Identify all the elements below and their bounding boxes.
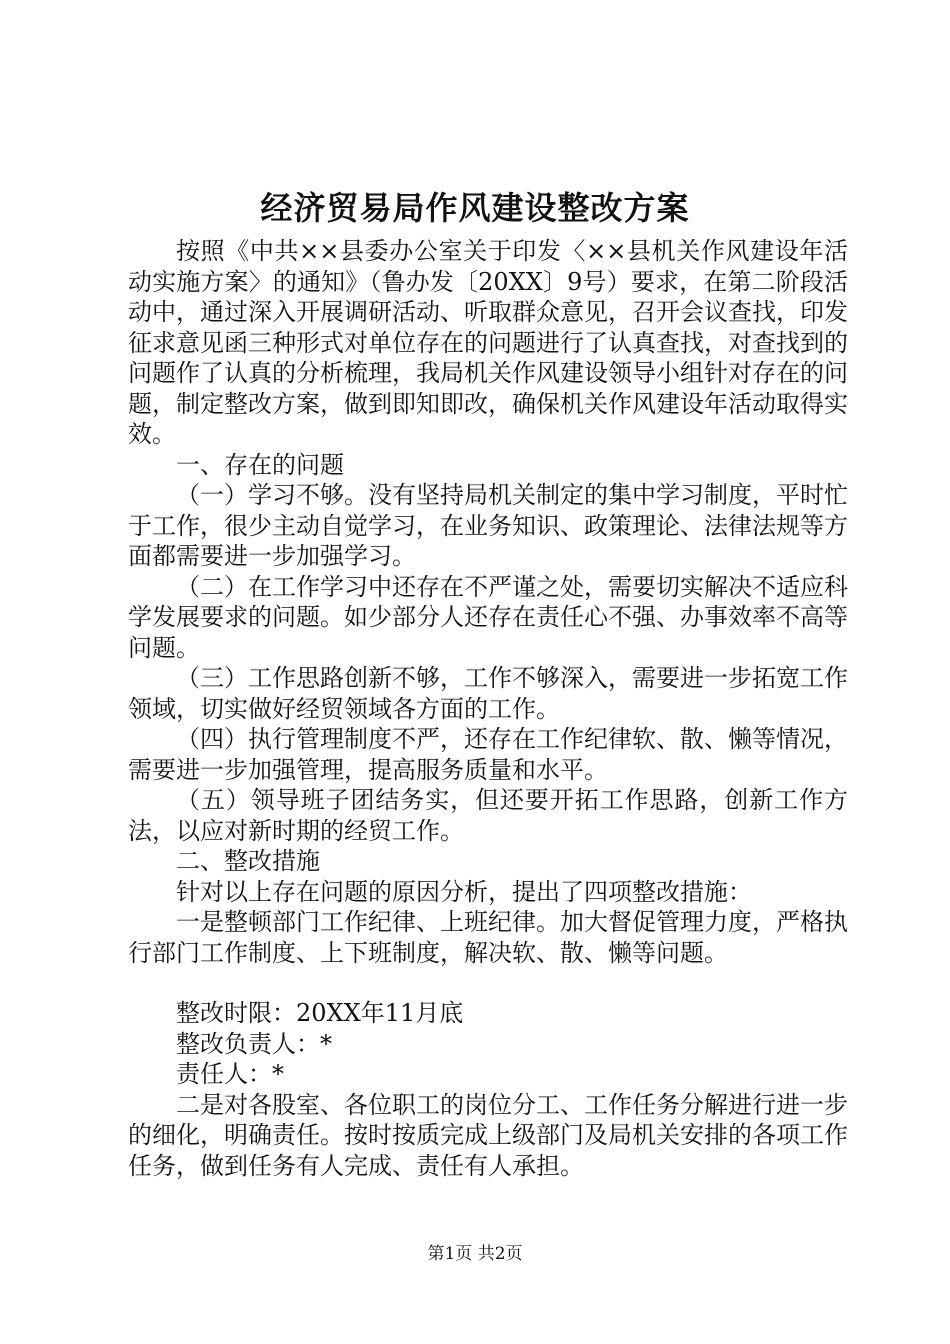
- section-heading-problems: 一、存在的问题: [176, 450, 344, 479]
- problem-item-2: （二）在工作学习中还存在不严谨之处，需要切实解决不适应科学发展要求的问题。如少部分人还存在责任心不强、办事效率不高等问题。: [128, 572, 848, 662]
- document-body: [128, 236, 848, 1181]
- measure-item-1: 一是整顿部门工作纪律、上班纪律。加大督促管理力度，严格执行部门工作制度、上下班制度，解决软、散、懒等问题。: [128, 908, 848, 967]
- problem-item-5: （五）领导班子团结务实，但还要开拓工作思路，创新工作方法，以应对新时期的经贸工作。: [128, 786, 848, 845]
- measures-intro: 针对以上存在问题的原因分析，提出了四项整改措施：: [176, 877, 752, 906]
- measure-item-2: 二是对各股室、各位职工的岗位分工、工作任务分解进行进一步的细化，明确责任。按时按质完成上级部门及局机关安排的各项工作任务，做到任务有人完成、责任有人承担。: [128, 1090, 848, 1180]
- responsible-line: 责任人：*: [176, 1060, 284, 1088]
- section-heading-measures: 二、整改措施: [176, 847, 320, 875]
- leader-line: 整改负责人：*: [176, 1029, 332, 1058]
- intro-paragraph: 按照《中共××县委办公室关于印发〈××县机关作风建设年活动实施方案〉的通知》（鲁办发〔20XX〕9号）要求，在第二阶段活动中，通过深入开展调研活动、听取群众意见，召开会议查找，印发征求意见函三种形式对单位存在的问题进行了认真查找，对查找到的问题作了认真的分析梳理，我局机关作风建设领导小组针对存在的问题，制定整改方案，做到即知即改，确保机关作风建设年活动取得实效。: [128, 237, 848, 448]
- problem-item-1: （一）学习不够。没有坚持局机关制定的集中学习制度，平时忙于工作，很少主动自觉学习，在业务知识、政策理论、法律法规等方面都需要进一步加强学习。: [128, 481, 848, 570]
- problem-item-4: （四）执行管理制度不严，还存在工作纪律软、散、懒等情况，需要进一步加强管理，提高服务质量和水平。: [128, 725, 848, 784]
- problem-item-3: （三）工作思路创新不够，工作不够深入，需要进一步拓宽工作领域，切实做好经贸领域各方面的工作。: [128, 664, 848, 723]
- document-title: 经济贸易局作风建设整改方案: [260, 189, 690, 227]
- page-number: 第1页 共2页: [427, 1244, 523, 1264]
- deadline-line: 整改时限：20XX年11月底: [176, 999, 464, 1027]
